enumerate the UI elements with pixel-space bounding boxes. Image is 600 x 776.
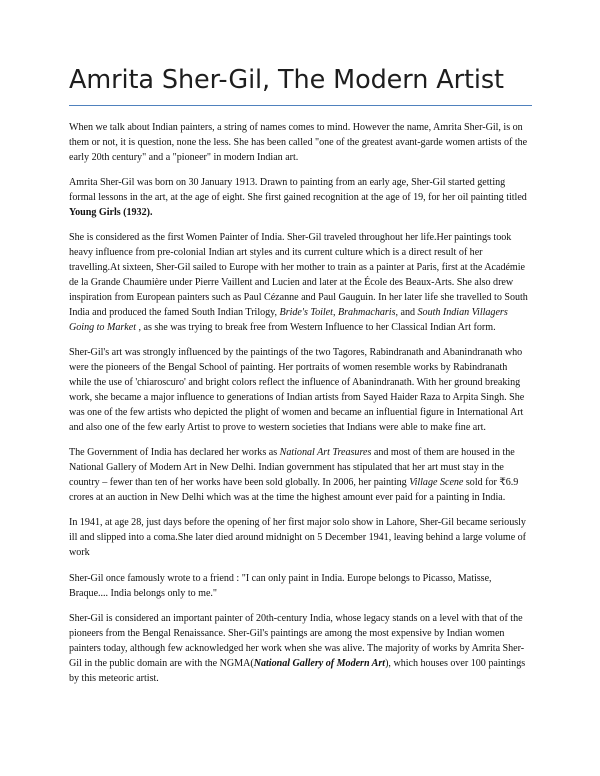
paragraph-text: Sher-Gil is considered an important painter of 20th-century India, whose legacy stands on a level with that of the pioneers from the Bengal Renaissance. Sher-Gil's paintings are among the most expensive by Indian women painters today, although few acknowledged her work when she was alive. The majority of works by Amrita Sher- Gil in the public domain are with the NGMA( xyxy=(69,612,525,669)
painting-title-villagers-market: South Indian Villagers Going to Market xyxy=(69,307,508,334)
paragraph-text: She is considered as the first Women Painter of India. Sher-Gil traveled throughout her life.Her paintings took heavy influence from pre-colonial Indian art styles and its current culture which is a direct result of her travelling.At sixteen, Sher-Gil sailed to Europe with her mother to train as a painter at Paris, first at the Académie de la Grande Chaumière under Pierre Vaillent and Lucien and later at the École des Beaux-Arts. She also drew inspiration from European painters such as Paul Cézanne and Paul Gauguin. In her later life she travelled to South India and produced the famed South Indian Trilogy, xyxy=(69,232,528,319)
phrase-ngma-full-name: National Gallery of Modern Art xyxy=(253,657,386,669)
paragraph-text: ), which houses over 100 paintings by this meteoric artist. xyxy=(69,657,526,684)
paragraph-birth xyxy=(69,175,532,220)
painting-title-brahmacharis: Brahmacharis xyxy=(337,307,396,319)
title-underline xyxy=(69,105,532,106)
painting-title-brides-toilet: Bride's Toilet xyxy=(279,307,333,319)
paragraph-intro: When we talk about Indian painters, a string of names comes to mind. However the name, Amrita Sher-Gil, is on them or not, it is question, none the less. She has been called "one of the greatest avant-garde women artists of the early 20th century" and a "pioneer" in modern Indian art. xyxy=(69,122,528,163)
paragraph-influences: Sher-Gil's art was strongly influenced by the paintings of the two Tagores, Rabindranath and Abanindranath who were the pioneers of the Bengal School of painting. Her portraits of women resemble works by Rabindranath while the use of 'chiaroscuro' and bright colors reflect the influence of Abanindranath. With her ground breaking work, she became a major influence to generations of Indian artists from Sayed Haider Raza to Arpita Singh. She was one of the few artists who depicted the plight of women and became an influential figure in International Art and also one of the few early Artist to prove to western societies that Indians were able to make fine art. xyxy=(69,347,525,434)
painting-title-village-scene: Village Scene xyxy=(409,477,464,489)
paragraph-text: , as she was trying to break free from Western Influence to her Classical Indian Art form. xyxy=(135,322,496,334)
document-title: Amrita Sher-Gil, The Modern Artist xyxy=(69,65,504,95)
paragraph-text: sold for ₹6.9 crores at an auction in New Delhi which was at the time the highest amount ever paid for a painting in India. xyxy=(69,477,519,504)
phrase-national-art-treasures: National Art Treasures xyxy=(279,447,372,459)
paragraph-quote: Sher-Gil once famously wrote to a friend : "I can only paint in India. Europe belongs to Picasso, Matisse, Braque.... India belongs only to me." xyxy=(69,572,492,599)
paragraph-legacy xyxy=(69,611,532,686)
paragraph-travels xyxy=(69,230,532,335)
paragraph-text: and most of them are housed in the National Gallery of Modern Art in New Delhi. Indian government has stipulated that her art must stay in the country – fewer than ten of her works have been sold globally. In 2006, her painting xyxy=(69,447,515,489)
paragraph-text: , xyxy=(332,307,338,319)
paragraph-text: The Government of India has declared her works as xyxy=(69,447,280,459)
paragraph-death: In 1941, at age 28, just days before the opening of her first major solo show in Lahore, Sher-Gil became seriously ill and slipped into a coma.She later died around midnight on 5 December 1941, leaving behind a large volume of work xyxy=(69,517,527,559)
paragraph-national-treasures xyxy=(69,445,532,505)
paragraph-text: Amrita Sher-Gil was born on 30 January 1913. Drawn to painting from an early age, Sher-Gil started getting formal lessons in the art, at the age of eight. She first gained recognition at the age of 19, for her oil painting titled xyxy=(69,177,527,204)
paragraph-text: , and xyxy=(395,307,418,319)
painting-title-young-girls: Young Girls (1932). xyxy=(69,207,153,219)
